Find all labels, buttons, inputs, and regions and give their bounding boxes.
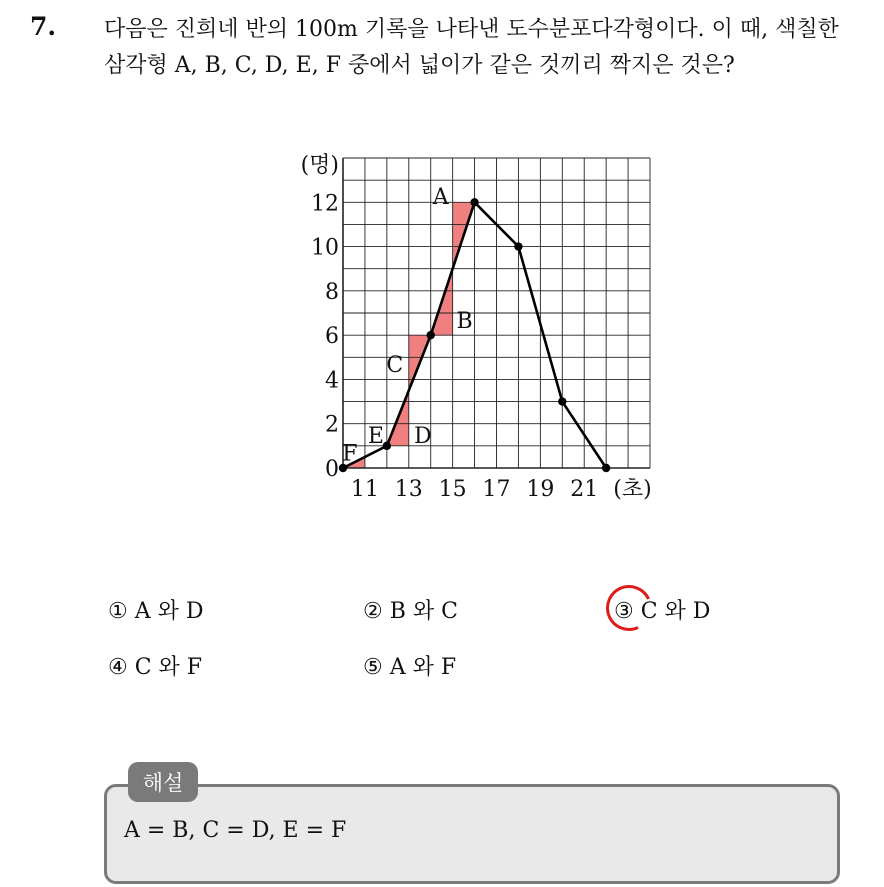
triangle-label-f: F bbox=[342, 441, 358, 467]
choice-1[interactable] bbox=[108, 594, 204, 625]
question-number: 7. bbox=[30, 12, 57, 41]
choice-text: C 와 D bbox=[640, 599, 711, 624]
x-axis-label: (초) bbox=[613, 477, 652, 502]
y-tick-label: 6 bbox=[325, 324, 339, 350]
data-point bbox=[558, 397, 566, 405]
choice-text: B 와 C bbox=[389, 599, 458, 624]
triangle-label-d: D bbox=[413, 424, 432, 449]
solution-text: A = B, C = D, E = F bbox=[124, 818, 347, 843]
choice-text: C 와 F bbox=[134, 655, 203, 680]
choice-number: ⑤ bbox=[363, 655, 383, 680]
y-tick-label: 12 bbox=[311, 191, 339, 217]
y-tick-label: 0 bbox=[325, 457, 339, 482]
data-point bbox=[514, 242, 522, 250]
y-axis-label: (명) bbox=[300, 153, 339, 178]
question-text: 다음은 진희네 반의 100m 기록을 나타낸 도수분포다각형이다. 이 때, 색칠한 삼각형 A, B, C, D, E, F 중에서 넓이가 같은 것끼리 짝지은 것은? bbox=[104, 17, 839, 78]
answer-circle-mark bbox=[600, 579, 659, 638]
x-tick-label: 21 bbox=[570, 477, 599, 502]
y-tick-label: 10 bbox=[311, 235, 339, 261]
choice-4[interactable] bbox=[108, 650, 202, 681]
choice-number: ④ bbox=[108, 655, 128, 680]
choice-number: ② bbox=[363, 599, 383, 624]
triangle-label-c: C bbox=[386, 353, 404, 379]
data-point bbox=[470, 198, 478, 206]
data-point bbox=[602, 464, 610, 472]
choice-5[interactable] bbox=[363, 650, 456, 681]
x-tick-label: 19 bbox=[526, 477, 555, 502]
choice-text: A 와 F bbox=[389, 655, 457, 680]
solution-title: 해설 bbox=[128, 762, 198, 802]
triangle-label-a: A bbox=[432, 184, 449, 210]
x-tick-label: 11 bbox=[350, 477, 379, 502]
data-point bbox=[383, 442, 391, 450]
triangle-label-b: B bbox=[456, 308, 473, 334]
y-tick-label: 2 bbox=[325, 412, 339, 438]
data-point bbox=[427, 331, 435, 339]
triangle-label-e: E bbox=[367, 424, 384, 449]
choice-number: ① bbox=[108, 599, 128, 624]
choice-number: ③ bbox=[614, 599, 634, 624]
choice-text: A 와 D bbox=[134, 599, 204, 624]
x-tick-label: 17 bbox=[482, 477, 511, 502]
x-tick-label: 13 bbox=[394, 477, 423, 502]
choice-2[interactable] bbox=[363, 594, 458, 625]
x-tick-label: 15 bbox=[438, 477, 467, 502]
y-tick-label: 8 bbox=[325, 279, 339, 305]
y-tick-label: 4 bbox=[325, 368, 339, 394]
